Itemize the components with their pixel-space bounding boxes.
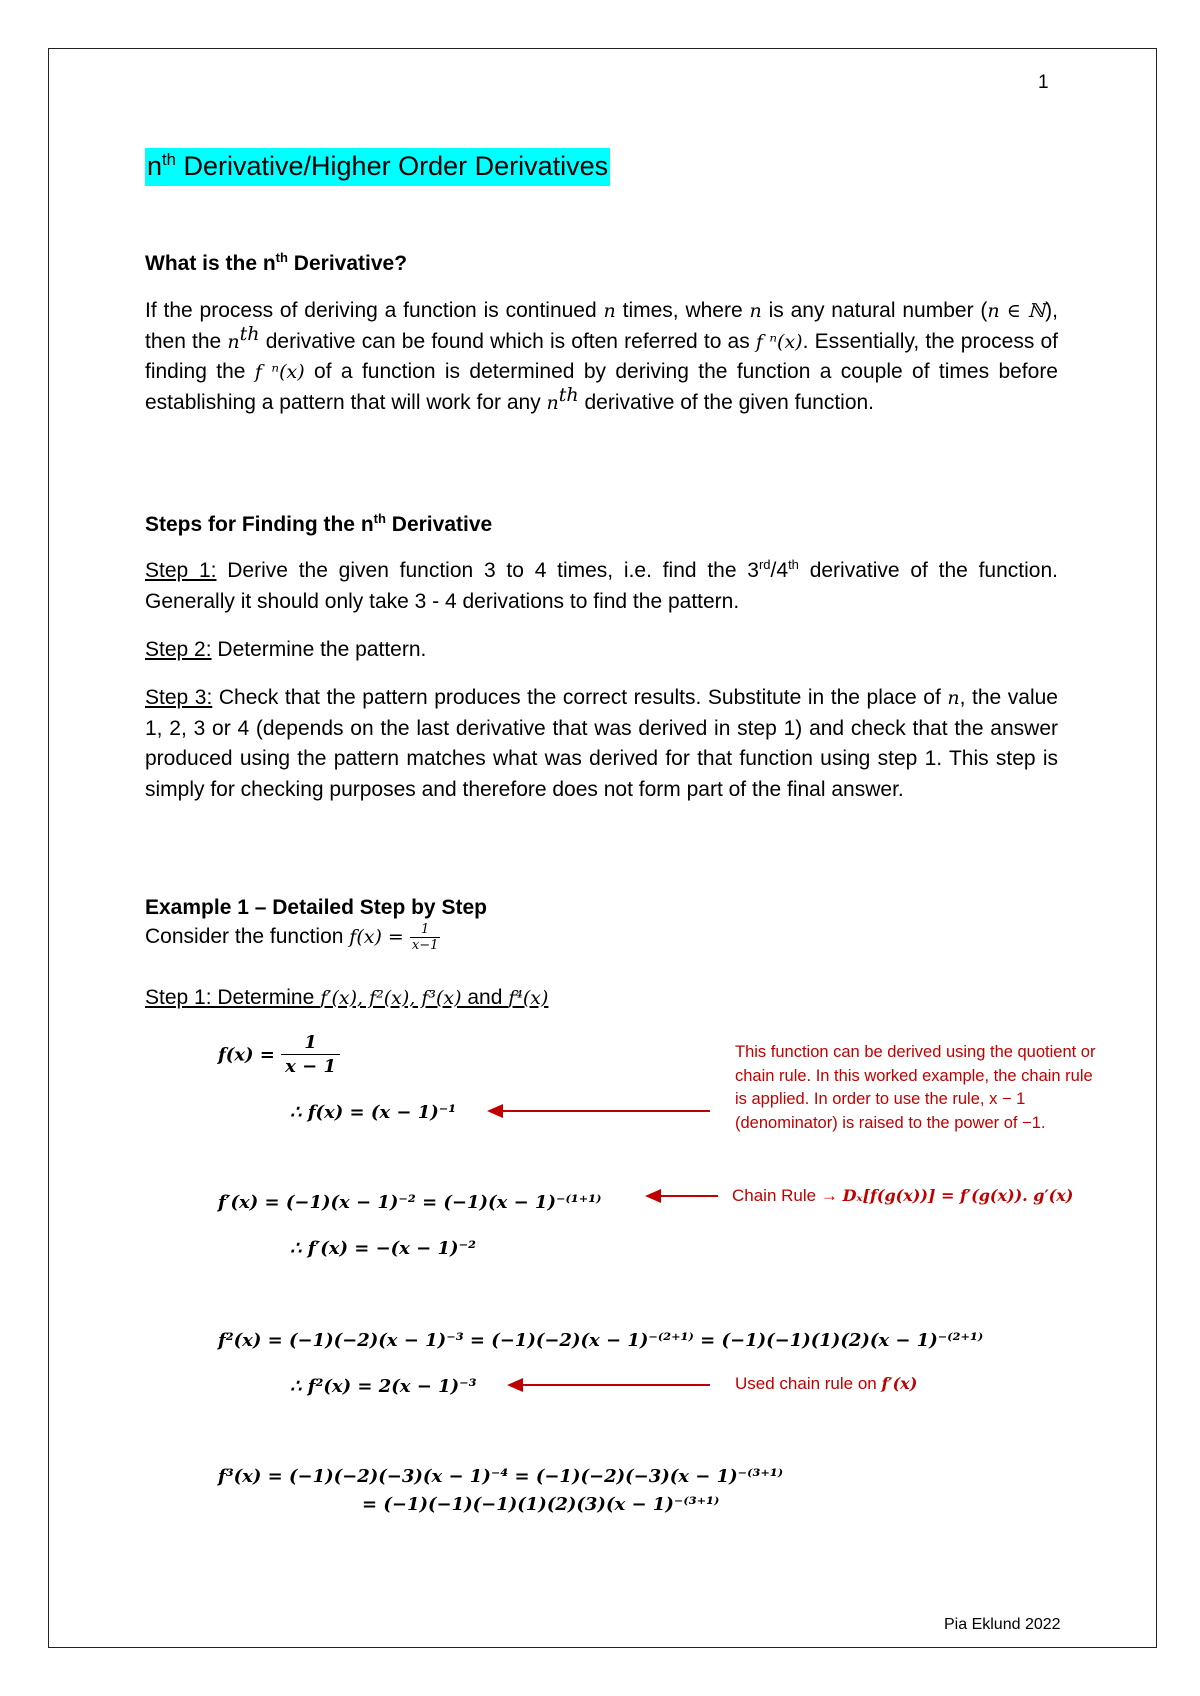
text: derivative can be found which is often referred to as xyxy=(259,329,756,353)
text: If the process of deriving a function is continued xyxy=(145,299,604,322)
math-n: n xyxy=(947,687,960,709)
note-used-chain-rule xyxy=(735,1372,917,1396)
fraction xyxy=(281,1032,340,1079)
section-heading-steps xyxy=(145,513,492,537)
equation-third-derivative: f³(x) = (−1)(−2)(−3)(x − 1)⁻⁴ = (−1)(−2)(−3)(x − 1)⁻⁽³⁺¹⁾ xyxy=(218,1466,784,1487)
title-sup: th xyxy=(162,150,176,169)
arrow-line-1 xyxy=(500,1110,710,1112)
sup: rd xyxy=(758,557,771,572)
note-line: is applied. In order to use the rule, x − 1 xyxy=(735,1090,1026,1108)
math-sup: th xyxy=(558,383,579,406)
step3-paragraph xyxy=(145,683,1058,805)
text: . Essentially, the process of finding the xyxy=(145,329,1059,383)
note-line: chain rule. In this worked example, the chain rule xyxy=(735,1066,1093,1085)
example-heading: Example 1 – Detailed Step by Step xyxy=(145,896,487,919)
step1-heading xyxy=(145,986,548,1010)
step-label: Step 2: xyxy=(145,638,212,661)
math-natural-set: n ∈ ℕ xyxy=(987,300,1046,322)
denominator: x − 1 xyxy=(285,1056,336,1077)
denominator: x−1 xyxy=(411,938,439,953)
equation-first-derivative: f′(x) = (−1)(x − 1)⁻² = (−1)(x − 1)⁻⁽¹⁺¹⁾ xyxy=(218,1192,602,1213)
equation-second-derivative: f²(x) = (−1)(−2)(x − 1)⁻³ = (−1)(−2)(x − 1)⁻⁽²⁺¹⁾ = (−1)(−1)(1)(2)(x − 1)⁻⁽²⁺¹⁾ xyxy=(218,1330,984,1351)
text: Determine the pattern. xyxy=(211,638,427,661)
equation-fx-power: ∴ f(x) = (x − 1)⁻¹ xyxy=(290,1102,457,1123)
heading-text: What is the n xyxy=(145,252,276,275)
text: is any natural number ( xyxy=(761,299,988,322)
arrow-line-2 xyxy=(658,1195,718,1197)
note-chain-rule-explanation xyxy=(735,1041,1130,1135)
note-chain-rule-formula xyxy=(732,1184,1073,1208)
note-math: Dₓ[f(g(x))] = f′(g(x)). g′(x) xyxy=(842,1186,1074,1205)
page-title xyxy=(145,148,610,186)
equation-second-derivative-result: ∴ f²(x) = 2(x − 1)⁻³ xyxy=(290,1376,477,1397)
math-fx: f(x) = xyxy=(349,926,410,949)
text: Check that the pattern produces the correct results. Substitute in the place of xyxy=(212,686,948,709)
heading-sup: th xyxy=(373,511,386,526)
note-text: Chain Rule → xyxy=(732,1186,843,1205)
text: Step 1: Determine xyxy=(145,986,321,1009)
step-label: Step 3: xyxy=(145,686,213,709)
text: of a function is determined by deriving the function a couple of times before establishing a pattern that will work for any xyxy=(145,360,1058,414)
page-border xyxy=(48,48,1157,1648)
math-sup: th xyxy=(239,322,260,345)
heading-text: Derivative? xyxy=(287,252,408,275)
fraction xyxy=(410,922,441,953)
section-heading-what-is xyxy=(145,252,407,276)
text: Consider the function xyxy=(145,925,350,949)
heading-text: Derivative xyxy=(385,513,493,536)
math-fnx: f ⁿ(x) xyxy=(755,330,803,353)
heading-text: Steps for Finding the n xyxy=(145,513,374,536)
text: and xyxy=(461,986,509,1009)
math-n: n xyxy=(603,300,616,322)
text: ), then the xyxy=(145,299,1058,353)
math: f′(x), f²(x), f³(x) xyxy=(320,987,462,1009)
equation-first-derivative-result: ∴ f′(x) = −(x − 1)⁻² xyxy=(290,1238,476,1259)
title-n: n xyxy=(147,151,163,181)
equation-fx-fraction xyxy=(218,1032,340,1079)
text: derivative of the given function. xyxy=(578,390,875,414)
math-fnx: f ⁿ(x) xyxy=(254,361,305,383)
text: derivative of the function. Generally it should only take 3 - 4 derivations to find the pattern. xyxy=(145,559,1058,613)
definition-paragraph xyxy=(145,296,1058,418)
text: , the value 1, 2, 3 or 4 (depends on the last derivative that was derived in step 1) and check that the answer produced using the pattern matches what was derived for that function using step 1. This step is simply for checking purposes and therefore does not form part of the final answer. xyxy=(145,686,1058,801)
consider-line xyxy=(145,922,440,953)
step1-paragraph xyxy=(145,556,1058,617)
math-n: n xyxy=(546,391,559,414)
math: f⁴(x) xyxy=(508,987,549,1009)
text: times, where xyxy=(615,299,750,322)
numerator: 1 xyxy=(281,1032,340,1055)
page-number: 1 xyxy=(1038,72,1049,93)
numerator: 1 xyxy=(410,922,441,938)
step-label: Step 1: xyxy=(145,559,217,582)
title-rest: Derivative/Higher Order Derivatives xyxy=(176,151,609,181)
text: /4 xyxy=(770,559,789,582)
note-text: Used chain rule on xyxy=(735,1374,882,1393)
math-n: n xyxy=(749,300,762,322)
arrow-line-3 xyxy=(520,1384,710,1386)
footer-author: Pia Eklund 2022 xyxy=(944,1616,1061,1633)
text: Derive the given function 3 to 4 times, i.e. find the 3 xyxy=(216,559,759,582)
eq-lhs: f(x) = xyxy=(218,1044,282,1066)
step2-paragraph xyxy=(145,635,1058,666)
note-line: (denominator) is raised to the power of −1. xyxy=(735,1113,1046,1132)
math-n: n xyxy=(227,330,240,353)
note-line: This function can be derived using the quotient or xyxy=(735,1043,1096,1061)
equation-third-derivative-cont: = (−1)(−1)(−1)(1)(2)(3)(x − 1)⁻⁽³⁺¹⁾ xyxy=(362,1494,720,1515)
note-math: f′(x) xyxy=(881,1374,918,1393)
heading-sup: th xyxy=(275,250,288,265)
sup: th xyxy=(788,557,799,572)
